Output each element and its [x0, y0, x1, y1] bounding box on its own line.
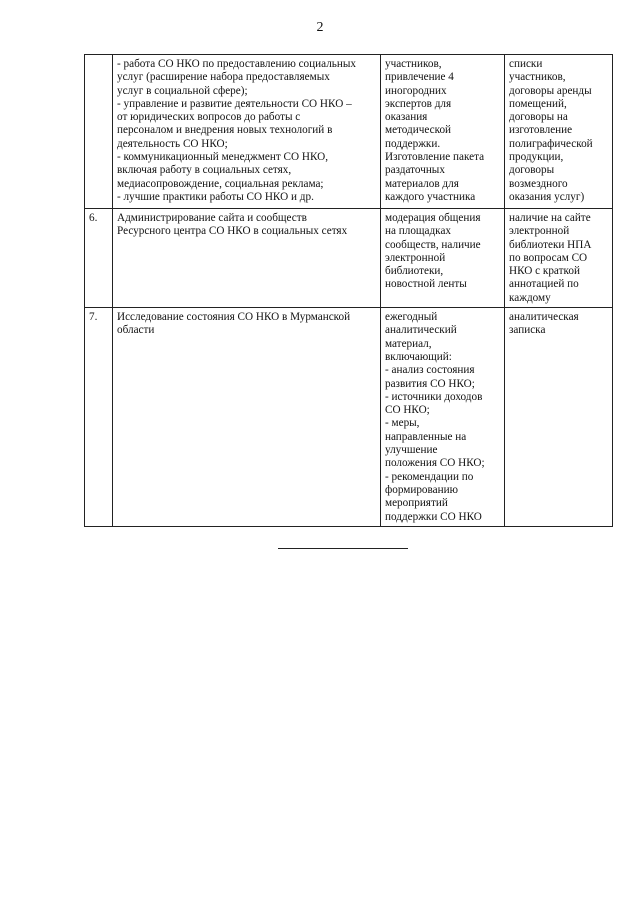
- document-line: электронной: [509, 225, 570, 238]
- activity-line: услуг в социальной сфере);: [117, 84, 248, 97]
- result-line: модерация общения: [385, 212, 481, 224]
- result-line: направленные на: [385, 430, 467, 443]
- row-number-cell: 6.: [85, 209, 113, 308]
- activity-line: - коммуникационный менеджмент СО НКО,: [117, 151, 329, 164]
- document-line: помещений,: [509, 97, 567, 110]
- document-line: аннотацией по: [509, 278, 579, 291]
- result-line: методической: [385, 124, 452, 137]
- document-line: участников,: [509, 71, 566, 84]
- table-row: [85, 55, 613, 209]
- activity-cell: [113, 209, 381, 308]
- result-line: оказания: [385, 111, 428, 124]
- result-line: поддержки.: [385, 137, 441, 150]
- result-line: материалов для: [385, 177, 459, 190]
- result-cell: [381, 55, 505, 209]
- result-line: на площадках: [385, 225, 452, 238]
- activity-line: медиасопровождение, социальная реклама;: [117, 177, 324, 190]
- activity-line: - работа СО НКО по предоставлению социальных: [117, 58, 356, 70]
- document-line: библиотеки НПА: [509, 238, 592, 251]
- activity-line: деятельность СО НКО;: [117, 137, 228, 150]
- result-line: развития СО НКО;: [385, 377, 475, 390]
- result-cell: [381, 308, 505, 527]
- result-line: СО НКО;: [385, 404, 430, 417]
- document-line: договоры: [509, 164, 555, 177]
- activity-line: персоналом и внедрения новых технологий в: [117, 124, 333, 137]
- result-line: включающий:: [385, 350, 452, 363]
- document-line: возмездного: [509, 177, 568, 190]
- document-line: аналитическая: [509, 311, 579, 324]
- document-line: списки: [509, 58, 543, 70]
- result-line: материал,: [385, 337, 432, 350]
- result-line: поддержки СО НКО: [385, 510, 482, 523]
- result-cell: [381, 209, 505, 308]
- result-line: Изготовление пакета: [385, 151, 485, 164]
- result-line: улучшение: [385, 444, 438, 457]
- activity-line: Администрирование сайта и сообществ: [117, 212, 307, 224]
- document-line: договоры на: [509, 111, 568, 124]
- row-number-cell: [85, 55, 113, 209]
- activity-line: Ресурсного центра СО НКО в социальных сетях: [117, 225, 348, 238]
- result-line: раздаточных: [385, 164, 445, 177]
- table-row: [85, 308, 613, 527]
- result-line: иногородних: [385, 84, 447, 97]
- document-line: полиграфической: [509, 137, 593, 150]
- document-cell: [505, 308, 613, 527]
- result-line: формированию: [385, 483, 458, 496]
- activity-line: Исследование состояния СО НКО в Мурманской: [117, 311, 351, 324]
- closing-rule: [278, 548, 408, 549]
- result-line: аналитический: [385, 324, 457, 337]
- result-line: - источники доходов: [385, 390, 483, 403]
- result-line: библиотеки,: [385, 265, 444, 278]
- result-line: электронной: [385, 251, 446, 264]
- activity-line: услуг (расширение набора предоставляемых: [117, 71, 330, 84]
- activity-line: - управление и развитие деятельности СО НКО –: [117, 97, 352, 110]
- page-number: 2: [316, 20, 324, 35]
- result-line: положения СО НКО;: [385, 457, 485, 470]
- result-line: каждого участника: [385, 190, 476, 203]
- activity-line: включая работу в социальных сетях,: [117, 164, 292, 177]
- document-line: по вопросам СО: [509, 251, 588, 264]
- result-line: - рекомендации по: [385, 470, 474, 483]
- result-line: сообществ, наличие: [385, 238, 481, 251]
- row-number-cell: 7.: [85, 308, 113, 527]
- result-line: привлечение 4: [385, 71, 454, 84]
- document-line: наличие на сайте: [509, 212, 591, 224]
- result-line: - анализ состояния: [385, 364, 475, 377]
- activity-cell: [113, 308, 381, 527]
- result-line: участников,: [385, 58, 442, 70]
- document-line: оказания услуг): [509, 190, 585, 203]
- result-line: новостной ленты: [385, 278, 467, 291]
- result-line: ежегодный: [385, 311, 438, 324]
- activity-line: области: [117, 324, 155, 337]
- document-line: записка: [509, 324, 546, 337]
- activities-table: [84, 54, 613, 527]
- document-line: НКО с краткой: [509, 265, 580, 278]
- document-line: продукции,: [509, 151, 564, 164]
- activity-line: - лучшие практики работы СО НКО и др.: [117, 190, 314, 203]
- document-line: изготовление: [509, 124, 573, 137]
- result-line: мероприятий: [385, 497, 448, 510]
- document-line: договоры аренды: [509, 84, 592, 97]
- result-line: - меры,: [385, 417, 420, 430]
- document-cell: [505, 209, 613, 308]
- document-line: каждому: [509, 291, 551, 304]
- table-row: [85, 209, 613, 308]
- activity-line: от юридических вопросов до работы с: [117, 111, 301, 124]
- activity-cell: [113, 55, 381, 209]
- result-line: экспертов для: [385, 97, 452, 110]
- document-cell: [505, 55, 613, 209]
